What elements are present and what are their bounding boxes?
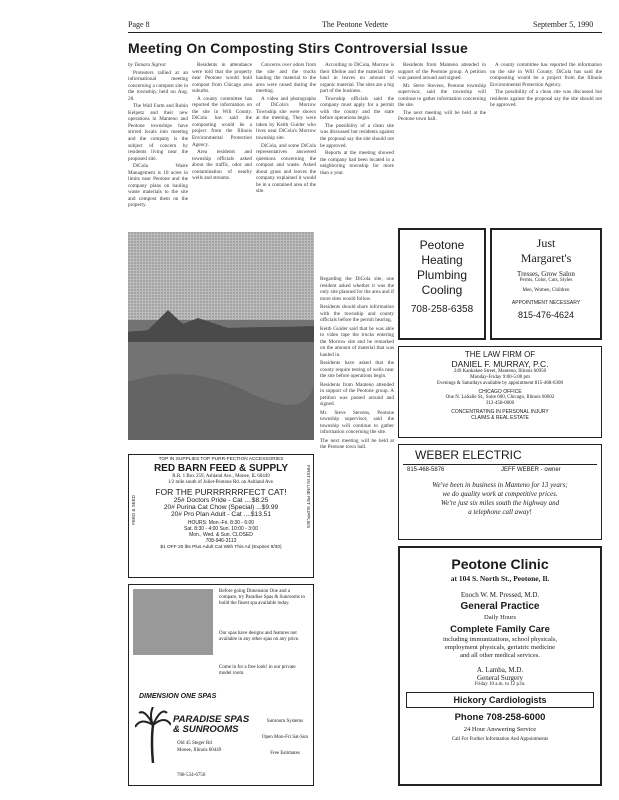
margaret-line-1: Just [536, 236, 556, 250]
article-paragraph: Mr. Steve Stevens, Peotone township supervisor, said the township will continue to gather information concerning the site. [398, 82, 486, 109]
caption-column-1 [320, 276, 394, 786]
clinic-footer: Call For Further Information And Appointments [451, 737, 549, 742]
spa-text-2: Our spas have designs and features not available in any other spas on any price. [219, 631, 300, 642]
clinic-surgery: General Surgery [477, 674, 523, 682]
clinic-care: Complete Family Care [450, 624, 550, 635]
red-barn-price-1: 25# Doctors Pride - Cat ....$8.25 [173, 497, 269, 504]
caption-paragraph: Residents from Manteno attended in support of the Peotone group. A petition was passed around and signed. [320, 381, 394, 407]
palm-tree-icon [135, 707, 171, 763]
spa-address: Old 45 Steger Rd [177, 741, 212, 746]
margaret-phone: 815-476-4624 [517, 310, 575, 320]
clinic-services-3: and all other medical services. [459, 652, 540, 659]
law-firm-line-2: DANIEL F. MURRAY, P.C. [451, 359, 549, 369]
clinic-name: Peotone Clinic [451, 556, 549, 572]
article-column-2 [192, 62, 252, 230]
newspaper-name: The Peotone Vedette [322, 20, 389, 29]
spa-city: Monee, Illinois 60449 [177, 748, 222, 753]
caption-paragraph: Keith Guider said that he was able to video tape the trucks entering the Morrow site and he remarked on the amount of material that was hauled in. [320, 325, 394, 358]
clinic-doctor: Enoch W. M. Pressed, M.D. [460, 591, 540, 599]
caption-paragraph: Residents have asked that the county require testing of wells near the site before operations begin. [320, 360, 394, 379]
spa-text-1: Before going Dimension One and a compare, try Paradise Spas & Sunrooms to build the finest spa available today. [219, 589, 305, 606]
clinic-practice: General Practice [460, 601, 540, 612]
margaret-line-6: APPOINTMENT NECESSARY [511, 300, 581, 306]
article-photo [128, 232, 314, 440]
paradise-spas-ad [128, 584, 314, 786]
headline: Meeting On Composting Stirs Controversial Issue [128, 40, 469, 56]
article-column-6 [490, 62, 602, 222]
law-firm-line-3: 249 Kankakee Street, Manteno, Illinois 60950 [453, 369, 547, 374]
red-barn-side-left: FEED & SEED [131, 495, 136, 525]
weber-contact-row [405, 467, 595, 477]
red-barn-price-3: 20# Pro Plan Adult - Cat ....$13.51 [170, 511, 272, 518]
red-barn-address-2: 1/2 mile south of Joliet-Peotone Rd. on Ashland Ave. [167, 480, 275, 485]
clinic-hours: Daily Hours [484, 614, 516, 621]
spa-brand: DIMENSION ONE SPAS [139, 693, 217, 700]
article-paragraph: Residents from Manteno attended in support of the Peotone group. A petition was passed around and signed. [398, 62, 486, 82]
article-column-4 [320, 62, 394, 272]
caption-paragraph: The next meeting will be held at the Peotone town hall. [320, 437, 394, 450]
margaret-line-4: Perms, Color, Cuts, Styles [519, 278, 573, 283]
red-barn-hours-2: Sat. 8:30 - 4:00 Sun. 10:00 - 3:00 [184, 526, 258, 532]
margaret-line-5: Men, Women, Children [522, 288, 570, 293]
article-paragraph: Area residents and township officials asked about the traffic, odor and contamination of nearby wells and streams. [192, 149, 252, 182]
red-barn-price-2: 20# Purina Cat Chow (Special) ...$9.99 [163, 504, 279, 511]
red-barn-banner: TOP IN SUPPLIES TOP PURR-FECTION ACCESSORIES [158, 457, 284, 462]
article-paragraph: Protesters rallied at an informational meeting concerning a compost site in the township, held on Aug. 28. [128, 69, 188, 102]
article-column-1 [128, 62, 188, 230]
red-barn-tagline: FOR THE PURRRRRRFECT CAT! [155, 487, 287, 497]
red-barn-phone: 708-946-3113 [205, 538, 237, 544]
heating-line-4: Cooling [421, 283, 463, 297]
weber-owner: JEFF WEBER - owner [501, 467, 561, 473]
spa-phone: 708-534-6750 [177, 773, 206, 778]
spa-sub-3: Free Estimates [270, 751, 300, 756]
peotone-clinic-ad [398, 546, 602, 786]
red-barn-side-right: FIRST IN LINE PET SUPPLIES [306, 465, 311, 529]
heating-line-3: Plumbing [416, 268, 468, 282]
article-paragraph: Reports at the meeting showed the company had been located in a neighboring township for more than a year. [320, 150, 394, 176]
law-firm-line-1: THE LAW FIRM OF [464, 350, 536, 359]
article-paragraph: DiCola Waste Management is 10 acres in limits near Peotone and the company plans on hauling waste materials to the site and compost them on the property. [128, 163, 188, 209]
spa-name: PARADISE SPAS & SUNROOMS [173, 714, 250, 735]
margaret-line-3: Tresses, Grow Salon [517, 270, 575, 278]
article-paragraph: A video and photographs of DiCola's Morrow Township site were shown at the meeting. They were taken by Keith Guider who lives near DiCola's Morrow township site. [256, 95, 316, 142]
article-paragraph: According to DiCola, Morrow is their lifeline and the material they haul in leaves no amount of organic material. The sites are a big part of the business. [320, 62, 394, 95]
law-firm-line-8: 312-458-0000 [485, 401, 515, 406]
article-paragraph: A county committee has reported the information on the site in Will County. DiCola has said the composting would be a project from the Illinois Environmental Protection Agency. [192, 95, 252, 148]
spa-sub-1: Sunroom Systems [266, 719, 304, 724]
article-paragraph: The next meeting will be held at the Peotone town hall. [398, 109, 486, 123]
clinic-cardio: Hickory Cardiologists [453, 695, 547, 705]
law-firm-line-7: One N. LaSalle St., Suite 600, Chicago, Illinois 60602 [445, 395, 555, 400]
peotone-heating-ad [398, 228, 486, 340]
weber-text-2: we do quality work at competitive prices. [442, 490, 558, 498]
weber-phone: 815-468-5876 [407, 467, 445, 473]
weber-text-1: We've been in business in Manteno for 13 years; [432, 481, 568, 489]
clinic-phone: Phone 708-258-6000 [454, 712, 546, 723]
caption-paragraph: Residents should share information with the township and county officials before the permit hearing. [320, 304, 394, 323]
spa-text-3: Come in for a free look! in our private model room. [219, 665, 296, 676]
article-paragraph: Township officials said the company must apply for a permit with the county and the state before operations begin. [320, 95, 394, 122]
weber-name: WEBER ELECTRIC [415, 448, 522, 462]
article-column-3 [256, 62, 316, 230]
header-rule [128, 32, 602, 33]
heating-line-2: Heating [421, 253, 463, 267]
caption-paragraph: Mr. Steve Stevens, Peotone township supervisor, said the township will continue to gather information concerning the site. [320, 409, 394, 435]
clinic-services-2: employment physicals, geriatric medicine [444, 644, 556, 651]
article-paragraph: The possibility of a clean site was discussed but residents against the proposal say the site should not be approved. [320, 122, 394, 149]
weber-rule [403, 464, 597, 465]
heating-line-1: Peotone [419, 238, 465, 252]
article-paragraph: Concerns over odors from the site and the trucks hauling the material to the area were raised during the meeting. [256, 62, 316, 95]
clinic-address: at 104 S. North St., Peotone, Il. [450, 574, 550, 583]
caption-paragraph: Regarding the DiCola site, one resident asked whether it was the only site planned for the area and if more sites would follow. [320, 276, 394, 302]
law-firm-line-6: CHICAGO OFFICE [478, 389, 522, 395]
article-paragraph: DiCola, and some DiCola representatives answered questions concerning the compost and waste. Asked about grass and leaves the company explained it would be in a contained area of the site. [256, 142, 316, 195]
byline: by Tamara Sigrest [128, 62, 166, 68]
clinic-services-1: including immunizations, school physicals, [442, 636, 558, 643]
red-barn-ad [128, 454, 314, 578]
article-column-5 [398, 62, 486, 212]
compost-field-photo [128, 232, 314, 440]
heating-phone: 708-258-6358 [410, 304, 474, 315]
article-paragraph: The possibility of a clean site was discussed but residents against the proposal say the site should not be approved. [490, 89, 602, 109]
clinic-surgery-hours: Friday 10 a.m. to 12 p.m. [474, 682, 526, 687]
page-number: Page 8 [128, 20, 150, 29]
weber-text-4: a telephone call away! [468, 508, 532, 516]
law-firm-line-4: Monday-Friday 9:00-5:00 pm [470, 375, 530, 380]
cardio-box [406, 692, 594, 708]
red-barn-address: R.R. 1 Box 259, Ashland Ave., Monee, IL 60449 [172, 474, 270, 479]
law-firm-ad [398, 346, 602, 438]
weber-electric-ad [398, 444, 602, 540]
law-firm-line-5: Evenings & Saturdays available by appointment 815-468-6300 [436, 381, 564, 386]
issue-date: September 5, 1990 [533, 20, 594, 29]
clinic-service: 24 Hour Answering Service [463, 726, 537, 733]
red-barn-name: RED BARN FEED & SUPPLY [153, 463, 289, 474]
red-barn-coupon: $1 OFF 20 lbs Plus Adult Cat With This Ad (Expires 9/30) [160, 545, 282, 550]
article-paragraph: A county committee has reported the information on the site in Will County. DiCola has said the composting would be a project from the Illinois Environmental Protection Agency. [490, 62, 602, 88]
weber-text-3: We're just six miles south the highway and [440, 499, 560, 507]
spa-sub-2: Open Mon-Fri Sat-Sun [261, 735, 309, 740]
red-barn-hours-3: Mon., Wed. & Sun. CLOSED [189, 532, 253, 538]
margaret-line-2: Margaret's [520, 251, 572, 265]
clinic-doctor-2: A. Lamba, M.D. [476, 666, 524, 674]
spa-photo [133, 589, 213, 655]
article-paragraph: The Wall Farm and Rubin Kelpetz and their new operations in Manteno and Peotone townships have stirred locals into meeting and the company is the subject of concern by residents living near the proposed site. [128, 103, 188, 162]
just-margarets-ad [490, 228, 602, 340]
law-firm-line-9: CONCENTRATING IN PERSONAL INJURY [451, 409, 549, 415]
red-barn-hours: HOURS: Mon.-Fri. 8:30 - 6:00 [187, 520, 255, 526]
article-paragraph: Residents in attendance were told that the property near Peotone would hold compost from Chicago area suburbs. [192, 62, 252, 95]
law-firm-line-10: CLAIMS & REAL ESTATE [471, 415, 529, 421]
